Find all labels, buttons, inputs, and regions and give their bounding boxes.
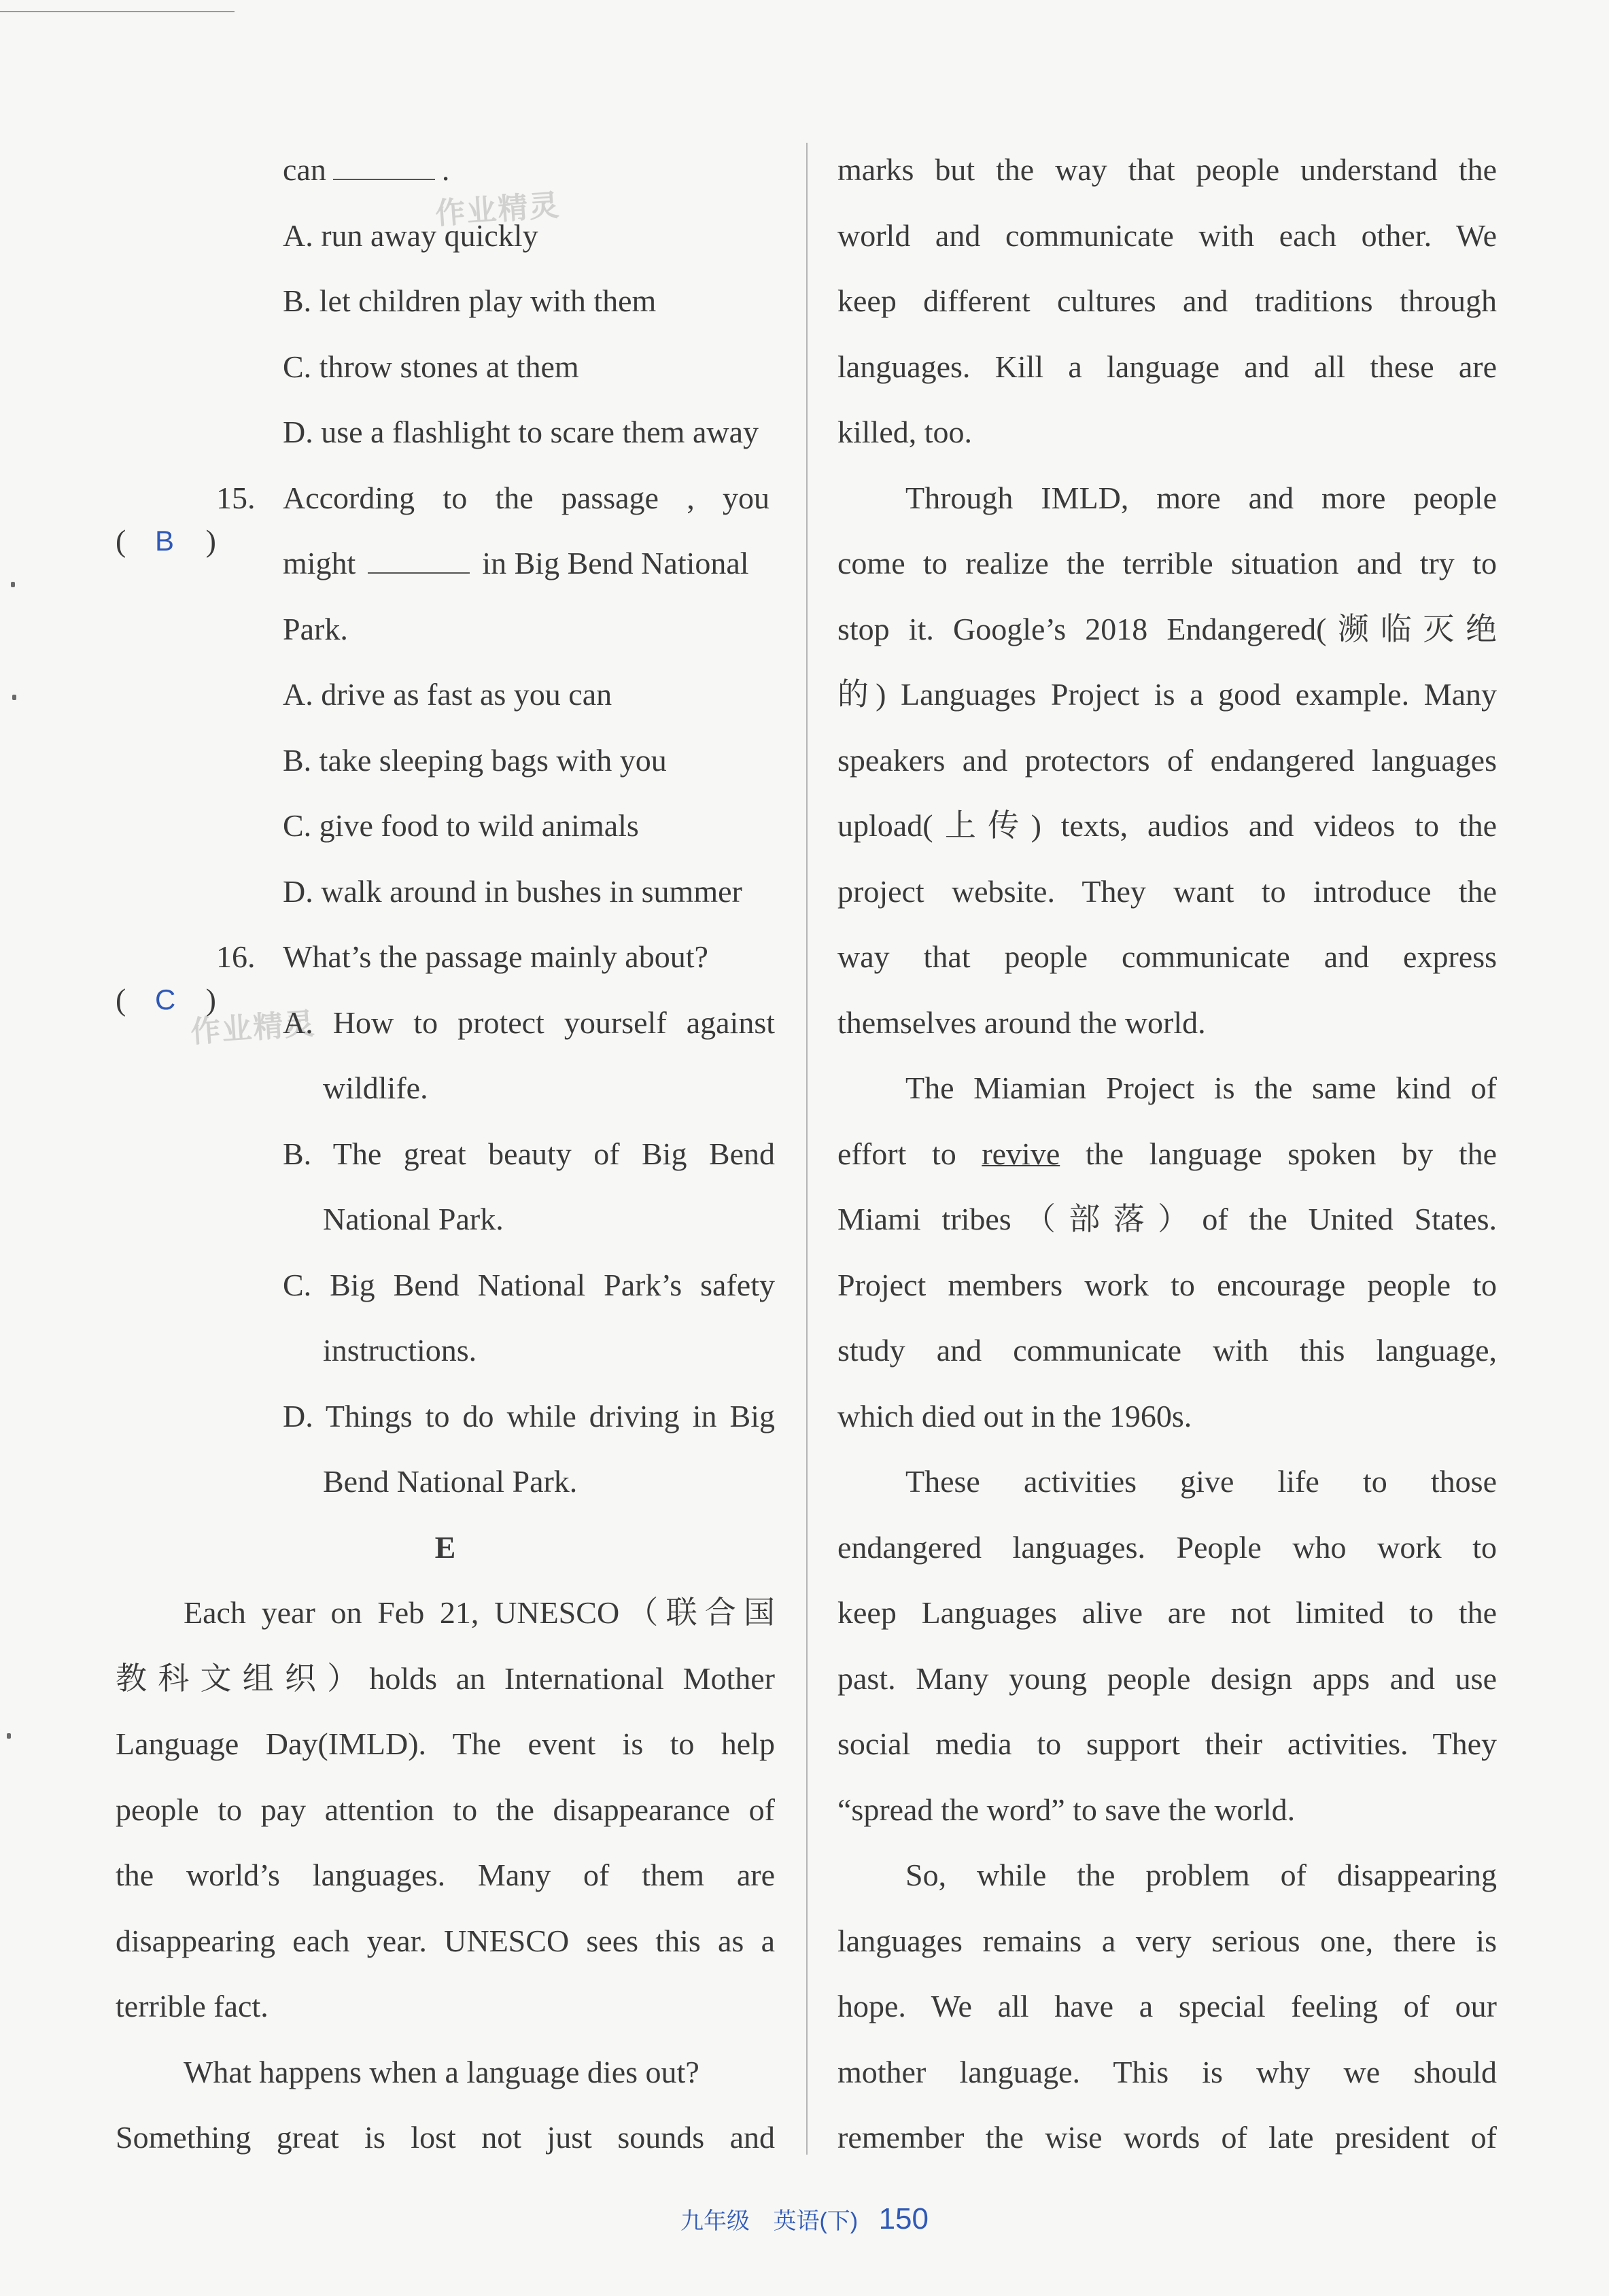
underlined-word: revive: [982, 1136, 1060, 1171]
passage-line: which died out in the 1960s.: [837, 1398, 1192, 1433]
passage-line: people to pay attention to the disappearance of: [116, 1792, 775, 1827]
passage-line: themselves around the world.: [837, 1005, 1206, 1040]
question-16-option-a: A. How to protect yourself against: [283, 1005, 775, 1040]
question-15-option-b: B. take sleeping bags with you: [283, 742, 667, 778]
question-14-option-a: A. run away quickly: [283, 218, 538, 253]
question-14-stem-end: can .: [283, 152, 450, 187]
passage-line: languages remains a very serious one, there is: [837, 1923, 1497, 1958]
question-14-option-b: B. let children play with them: [283, 283, 657, 318]
column-divider: [806, 143, 808, 2155]
question-number: 16.: [216, 939, 256, 974]
passage-line: Through IMLD, more and more people: [905, 480, 1497, 515]
passage-line: languages. Kill a language and all these are: [837, 349, 1497, 384]
question-15-option-a: A. drive as fast as you can: [283, 677, 612, 712]
passage-line: What happens when a language dies out?: [184, 2054, 699, 2089]
passage-line: social media to support their activities. They: [837, 1726, 1497, 1761]
passage-line: keep different cultures and traditions through: [837, 283, 1497, 318]
question-16-option-d: D. Things to do while driving in Big: [283, 1398, 775, 1433]
passage-line: marks but the way that people understand the: [837, 152, 1497, 187]
passage-line: speakers and protectors of endangered languages: [837, 742, 1497, 778]
question-15-answer: B: [155, 524, 175, 557]
passage-line: mother language. This is why we should: [837, 2054, 1497, 2089]
passage-line: upload(上传) texts, audios and videos to the: [837, 808, 1497, 843]
passage-line: terrible fact.: [116, 1989, 269, 2023]
page-footer: [0, 2202, 1609, 2236]
passage-line: 的) Languages Project is a good example. Many: [837, 677, 1497, 712]
margin-mark: [11, 582, 15, 587]
question-16-stem: ( C ) 16. What’s the passage mainly about?: [116, 924, 775, 990]
footer-subject: 英语(下): [773, 2208, 859, 2234]
question-16-option-b: B. The great beauty of Big Bend: [283, 1136, 775, 1171]
left-column: [116, 137, 775, 2171]
margin-mark: [12, 695, 16, 700]
passage-line: endangered languages. People who work to: [837, 1529, 1497, 1565]
passage-line: past. Many young people design apps and use: [837, 1660, 1497, 1696]
question-16-option-c: C. Big Bend National Park’s safety: [283, 1267, 775, 1302]
answer-blank: [368, 572, 470, 574]
question-16-option-c-cont: instructions.: [323, 1333, 477, 1368]
question-16-option-b-cont: National Park.: [323, 1202, 504, 1236]
passage-line: way that people communicate and express: [837, 939, 1497, 974]
passage-line: come to realize the terrible situation and try to: [837, 546, 1497, 580]
watermark: 作业精灵: [189, 1007, 317, 1049]
passage-line-revive: effort to revive the language spoken by the: [837, 1136, 1498, 1171]
footer-grade: 九年级: [680, 2208, 750, 2234]
passage-line: study and communicate with this language,: [837, 1333, 1497, 1368]
passage-line: So, while the problem of disappearing: [905, 1858, 1497, 1892]
page-number: 150: [878, 2202, 929, 2236]
passage-line: Language Day(IMLD). The event is to help: [116, 1726, 775, 1761]
question-16-option-d-cont: Bend National Park.: [323, 1464, 578, 1499]
question-15-option-c: C. give food to wild animals: [283, 808, 639, 843]
question-15-option-d: D. walk around in bushes in summer: [283, 873, 742, 909]
section-heading: E: [434, 1529, 456, 1565]
question-16-answer: C: [155, 984, 176, 1015]
margin-mark: [7, 1733, 11, 1739]
passage-line: 教科文组织）holds an International Mother: [116, 1660, 775, 1696]
top-rule: [0, 11, 235, 12]
passage-line: These activities give life to those: [905, 1464, 1497, 1499]
right-column: [837, 137, 1497, 2171]
passage-line: Miami tribes（部落）of the United States.: [837, 1202, 1497, 1236]
answer-blank: [333, 178, 435, 180]
question-15-stem-2: might in Big Bend National: [283, 546, 749, 580]
passage-line: Each year on Feb 21, UNESCO（联合国: [184, 1595, 775, 1630]
question-14-option-d: D. use a flashlight to scare them away: [283, 415, 759, 449]
passage-line: project website. They want to introduce the: [837, 873, 1497, 909]
question-15-stem: ( B ) 15. According to the passage , you: [116, 466, 775, 532]
watermark: 作业精灵: [434, 188, 561, 231]
passage-line: the world’s languages. Many of them are: [116, 1858, 775, 1892]
passage-line: remember the wise words of late president of: [837, 2120, 1497, 2155]
passage-line: Project members work to encourage people to: [837, 1267, 1497, 1302]
passage-line: “spread the word” to save the world.: [837, 1792, 1296, 1827]
passage-line: hope. We all have a special feeling of our: [837, 1989, 1497, 2023]
passage-line: killed, too.: [837, 415, 973, 449]
question-number: 15.: [216, 480, 256, 515]
passage-line: keep Languages alive are not limited to the: [837, 1595, 1497, 1630]
passage-line: disappearing each year. UNESCO sees this as a: [116, 1923, 775, 1958]
question-15-stem-3: Park.: [283, 611, 348, 646]
question-14-option-c: C. throw stones at them: [283, 349, 579, 384]
passage-line: The Miamian Project is the same kind of: [905, 1071, 1497, 1105]
passage-line: stop it. Google’s 2018 Endangered(濒临灭绝: [837, 611, 1497, 646]
question-16-option-a-cont: wildlife.: [323, 1071, 428, 1105]
passage-line: Something great is lost not just sounds and: [116, 2120, 775, 2155]
passage-line: world and communicate with each other. We: [837, 218, 1497, 253]
